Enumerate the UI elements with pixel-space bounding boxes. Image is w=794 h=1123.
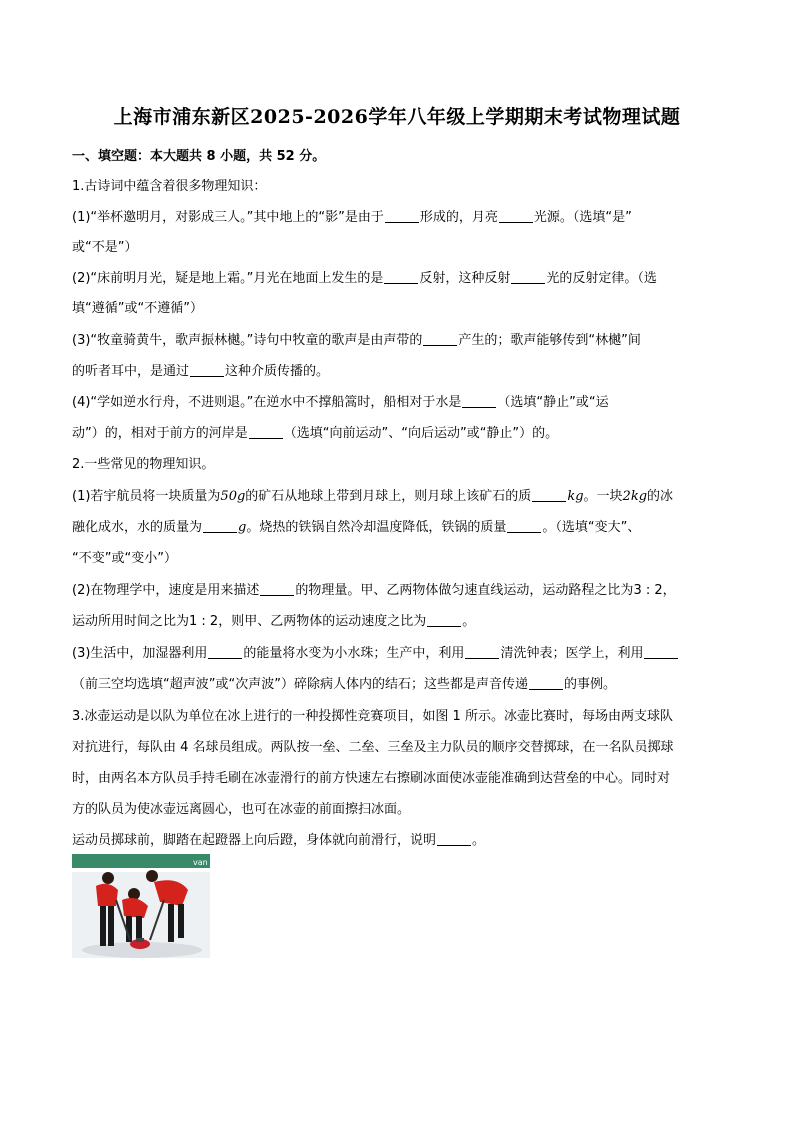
q2-p1-text-b: 的矿石从地球上带到月球上，则月球上该矿石的质 (245, 489, 532, 504)
q1-part3-line1 (72, 332, 641, 350)
q2-p3-text-a: (3)生活中，加湿器利用 (72, 646, 208, 661)
answer-blank[interactable] (532, 488, 566, 502)
q2-p2-text-a: (2)在物理学中，速度是用来描述 (72, 583, 260, 598)
q3-line3: 时，由两名本方队员手持毛刷在冰壶滑行的前方快速左右擦刷冰面使冰壶能准确到达营垒的中心。同时对 (72, 771, 671, 786)
q2-p1-text-e: 融化成水，水的质量为 (72, 520, 203, 535)
q1-stem: 1.古诗词中蕴含着很多物理知识： (72, 179, 267, 194)
q1-p1-text-a: (1)“举杯邀明月，对影成三人。”其中地上的“影”是由于 (72, 210, 384, 225)
answer-blank[interactable] (384, 270, 418, 284)
mass-value: 50 (220, 489, 237, 504)
q1-part1-line2: 或“不是”） (72, 240, 138, 255)
q1-p4-text-d: （选填“向前运动”、“向后运动”或“静止”）的。 (283, 426, 559, 441)
q1-p2-text-c: 光的反射定律。（选 (546, 271, 657, 286)
answer-blank[interactable] (511, 270, 545, 284)
q1-part2-line2: 填“遵循”或“不遵循”） (72, 301, 203, 316)
answer-blank[interactable] (427, 613, 461, 627)
curling-photo (72, 854, 210, 958)
q1-p1-text-c: 光源。（选填“是” (533, 210, 632, 225)
q3-l5-text-a: 运动员掷球前，脚踏在起蹬器上向后蹬，身体就向前滑行，说明 (72, 833, 437, 848)
ratio-value: 3 : 2 (633, 583, 663, 598)
answer-blank[interactable] (203, 519, 237, 533)
q2-stem: 2.一些常见的物理知识。 (72, 457, 215, 472)
q2-p2-text-b: 的物理量。甲、乙两物体做匀速直线运动，运动路程之比为 (295, 583, 634, 598)
q2-part3-line2 (72, 676, 616, 694)
q1-part4-line2 (72, 425, 558, 443)
q2-p2-text-f: 。 (462, 614, 476, 629)
page-title: 上海市浦东新区2025-2026学年八年级上学期期末考试物理试题 (113, 106, 681, 128)
q1-part3-line2 (72, 363, 329, 381)
q2-part1-line2 (72, 519, 640, 537)
unit-g: g (238, 520, 247, 535)
q1-p1-text-b: 形成的，月亮 (419, 210, 498, 225)
answer-blank[interactable] (465, 645, 499, 659)
q1-p3-text-b: 产生的；歌声能够传到“林樾”间 (458, 333, 641, 348)
q1-p2-text-b: 反射，这种反射 (419, 271, 511, 286)
q3-line5 (72, 832, 485, 850)
answer-blank[interactable] (499, 209, 533, 223)
answer-blank[interactable] (190, 363, 224, 377)
q1-part2-line1 (72, 270, 657, 288)
q1-p4-text-a: (4)“学如逆水行舟，不进则退。”在逆水中不撑船篙时，船相对于水是 (72, 395, 462, 410)
unit-kg: kg (567, 489, 584, 504)
answer-blank[interactable] (260, 582, 294, 596)
q2-part1-line3: “不变”或“变小”） (72, 551, 177, 566)
q1-p3-text-d: 这种介质传播的。 (225, 364, 330, 379)
q1-p3-text-c: 的听者耳中，是通过 (72, 364, 190, 379)
q2-p3-text-d: （前三空均选填“超声波”或“次声波”）碎除病人体内的结石；这些都是声音传递 (72, 677, 528, 692)
answer-blank[interactable] (423, 332, 457, 346)
q2-p3-text-b: 的能量将水变为小水珠；生产中，利用 (243, 646, 465, 661)
mass-value: 2 (622, 489, 631, 504)
q2-p2-text-c: ， (662, 583, 676, 598)
answer-blank[interactable] (385, 209, 419, 223)
q2-p1-text-g: 。（选填“变大”、 (542, 520, 641, 535)
q2-p2-text-e: ，则甲、乙两物体的运动速度之比为 (218, 614, 427, 629)
answer-blank[interactable] (644, 645, 678, 659)
answer-blank[interactable] (529, 676, 563, 690)
q1-p3-text-a: (3)“牧童骑黄牛，歌声振林樾。”诗句中牧童的歌声是由声带的 (72, 333, 423, 348)
q1-p4-text-c: 动”）的，相对于前方的河岸是 (72, 426, 248, 441)
q1-p2-text-a: (2)“床前明月光，疑是地上霜。”月光在地面上发生的是 (72, 271, 384, 286)
answer-blank[interactable] (249, 425, 283, 439)
unit-kg: kg (630, 489, 648, 504)
q1-part4-line1 (72, 394, 609, 412)
q2-part3-line1 (72, 645, 679, 663)
q2-part1-line1 (72, 488, 673, 506)
answer-blank[interactable] (462, 394, 496, 408)
q2-p1-text-c: 。一块 (583, 489, 623, 504)
q2-p3-text-e: 的事例。 (563, 677, 616, 692)
q3-l5-text-b: 。 (472, 833, 486, 848)
q3-line4: 方的队员为使冰壶远离圆心，也可在冰壶的前面擦扫冰面。 (72, 802, 411, 817)
ratio-value: 1 : 2 (189, 614, 219, 629)
answer-blank[interactable] (208, 645, 242, 659)
answer-blank[interactable] (437, 832, 471, 846)
banner-text: van (193, 858, 208, 867)
q2-p1-text-d: 的冰 (647, 489, 674, 504)
section-heading: 一、填空题：本大题共 8 小题，共 52 分。 (72, 149, 326, 164)
q2-p3-text-c: 清洗钟表；医学上，利用 (500, 646, 644, 661)
unit-g: g (236, 489, 246, 504)
q1-p4-text-b: （选填“静止”或“运 (497, 395, 609, 410)
q3-line1: 3.冰壶运动是以队为单位在冰上进行的一种投掷性竞赛项目，如图 1 所示。冰壶比赛时，每场由两支球队 (72, 709, 673, 724)
curling-illustration (72, 854, 210, 958)
q3-line2: 对抗进行，每队由 4 名球员组成。两队按一垒、二垒、三垒及主力队员的顺序交替掷球，在一名队员掷球 (72, 740, 674, 755)
answer-blank[interactable] (507, 519, 541, 533)
q2-part2-line1 (72, 582, 676, 600)
q2-p2-text-d: 运动所用时间之比为 (72, 614, 190, 629)
q2-part2-line2 (72, 613, 475, 631)
q2-p1-text-f: 。烧热的铁锅自然冷却温度降低，铁锅的质量 (246, 520, 507, 535)
q2-p1-text-a: (1)若宇航员将一块质量为 (72, 489, 221, 504)
q1-part1-line1 (72, 209, 632, 227)
